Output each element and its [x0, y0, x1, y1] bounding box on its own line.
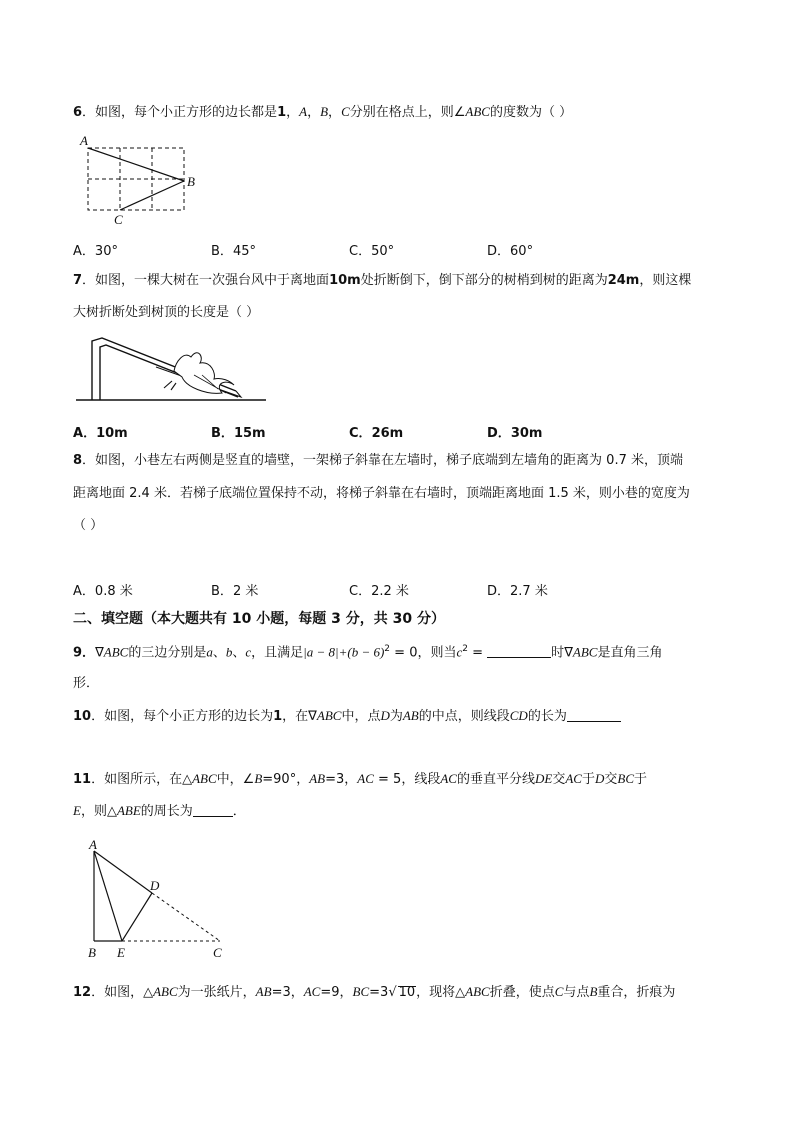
q10-answer-blank[interactable] [567, 708, 621, 722]
q8-option-c[interactable]: C．2.2 米 [349, 584, 409, 599]
question-10-stem: 10．如图，每个小正方形的边长为1，在∇ABC中，点D为AB的中点，则线段CD的长为 [73, 708, 723, 725]
q11-answer-blank[interactable] [193, 803, 233, 817]
question-11-line-2: E，则△ABE的周长为 ． [73, 803, 246, 819]
question-7-tree-figure [76, 335, 271, 405]
fig11-label-E: E [117, 945, 125, 960]
fig6-label-C: C [114, 212, 123, 227]
fig11-label-B: B [88, 945, 96, 960]
question-6-options [73, 240, 723, 258]
q6-option-d[interactable]: D．60° [487, 244, 534, 259]
q8-option-a[interactable]: A．0.8 米 [73, 584, 133, 599]
question-8-options [73, 580, 723, 598]
question-12-stem: 12．如图，△ABC为一张纸片，AB=3，AC=9，BC=3√ 10，现将△ABC折叠，使点C与点B重合，折痕为 [73, 984, 676, 1000]
question-7-line-1: 7．如图，一棵大树在一次强台风中于离地面10m处折断倒下，倒下部分的树梢到树的距离为24m，则这棵 [73, 273, 692, 288]
q8-option-d[interactable]: D．2.7 米 [487, 584, 548, 599]
q6-option-a[interactable]: A．30° [73, 244, 118, 259]
q7-option-b[interactable]: B．15m [211, 426, 266, 441]
question-6-grid-figure [74, 133, 204, 228]
question-9-line-1: 9．∇ABC的三边分别是a、b、c，且满足$|a - 8|+(b - 6)^2 = 0$，则当$c^2$ = 时∇ABC是直角三角 [73, 644, 663, 661]
fig6-label-B: B [187, 174, 195, 189]
question-9-line-2: 形． [73, 676, 100, 691]
question-7-options [73, 422, 723, 440]
section-2-heading: 二、填空题（本大题共有 10 小题，每题 3 分，共 30 分） [73, 611, 445, 627]
question-8-line-1: 8．如图，小巷左右两侧是竖直的墙壁，一架梯子斜靠在左墙时，梯子底端到左墙角的距离为 0.7 米，顶端 [73, 453, 683, 468]
fig11-label-D: D [150, 878, 160, 893]
question-8-line-2: 距离地面 2.4 米．若梯子底端位置保持不动，将梯子斜靠在右墙时，顶端距离地面 1.5 米，则小巷的宽度为 [73, 486, 690, 501]
question-11-line-1: 11．如图所示，在△ABC中，∠B=90°，AB=3，AC = 5，线段AC的垂直平分线DE交AC于D交BC于 [73, 771, 648, 787]
q9-answer-blank[interactable] [487, 644, 551, 658]
question-11-triangle-figure [82, 836, 232, 964]
q7-option-a[interactable]: A．10m [73, 426, 128, 441]
question-6-stem: 6．如图，每个小正方形的边长都是1，A，B，C分别在格点上，则∠ABC的度数为（ ） [73, 104, 573, 120]
q7-option-c[interactable]: C．26m [349, 426, 404, 441]
q7-option-d[interactable]: D．30m [487, 426, 543, 441]
fig6-label-A: A [80, 133, 88, 148]
q6-option-c[interactable]: C．50° [349, 244, 395, 259]
question-8-line-3: （ ） [73, 518, 104, 533]
fig11-label-C: C [213, 945, 222, 960]
question-7-line-2: 大树折断处到树顶的长度是（ ） [73, 305, 260, 320]
fig11-label-A: A [89, 837, 97, 852]
q6-option-b[interactable]: B．45° [211, 244, 256, 259]
q8-option-b[interactable]: B．2 米 [211, 584, 259, 599]
